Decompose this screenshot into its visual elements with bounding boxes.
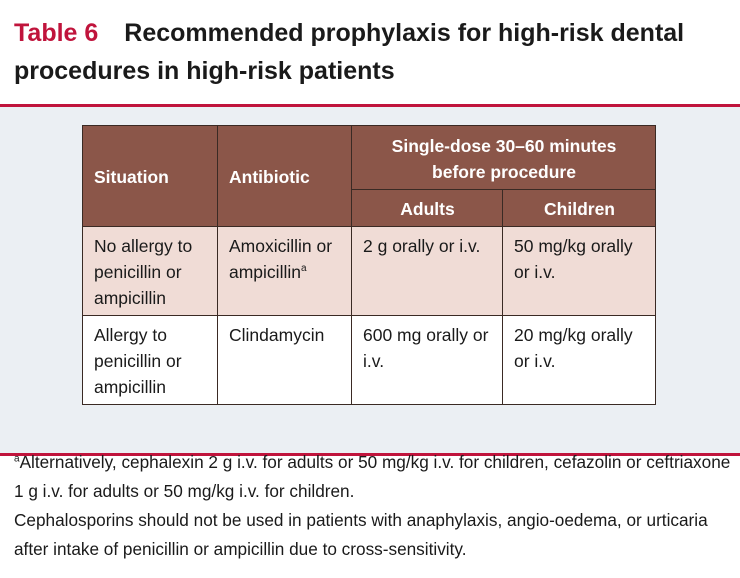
cell-children: 20 mg/kg orally or i.v. xyxy=(503,316,656,405)
footnote-marker: a xyxy=(14,453,20,465)
antibiotic-text: Amoxicillin or ampicillin xyxy=(229,236,333,282)
table-panel xyxy=(0,104,740,456)
table-number: Table 6 xyxy=(14,19,99,47)
table-row xyxy=(83,316,656,405)
footnote-marker: a xyxy=(300,263,307,275)
cell-situation: No allergy to penicillin or ampicillin xyxy=(83,227,218,316)
table-title: Recommended prophylaxis for high-risk dental procedures in high-risk patients xyxy=(14,19,685,85)
cell-antibiotic: Clindamycin xyxy=(218,316,352,405)
header-adults: Adults xyxy=(352,190,503,227)
prophylaxis-table xyxy=(82,125,656,405)
footnote-b: Cephalosporins should not be used in patients with anaphylaxis, angio-oedema, or urticaria after intake of penicillin or ampicillin due to cross-sensitivity. xyxy=(14,510,708,559)
cell-situation: Allergy to penicillin or ampicillin xyxy=(83,316,218,405)
cell-adults: 2 g orally or i.v. xyxy=(352,227,503,316)
footnote-a xyxy=(14,448,734,506)
cell-antibiotic xyxy=(218,227,352,316)
table-footnotes xyxy=(14,448,734,564)
table-caption xyxy=(14,14,726,90)
header-situation: Situation xyxy=(83,126,218,227)
table-row xyxy=(83,227,656,316)
header-antibiotic: Antibiotic xyxy=(218,126,352,227)
cell-adults: 600 mg orally or i.v. xyxy=(352,316,503,405)
cell-children: 50 mg/kg orally or i.v. xyxy=(503,227,656,316)
footnote-a-text: Alternatively, cephalexin 2 g i.v. for adults or 50 mg/kg i.v. for children, cefazolin or ceftriaxone 1 g i.v. for adults or 50 mg/kg i.v. for children. xyxy=(14,452,731,501)
header-children: Children xyxy=(503,190,656,227)
header-dose-group: Single-dose 30–60 minutes before procedure xyxy=(352,126,656,190)
